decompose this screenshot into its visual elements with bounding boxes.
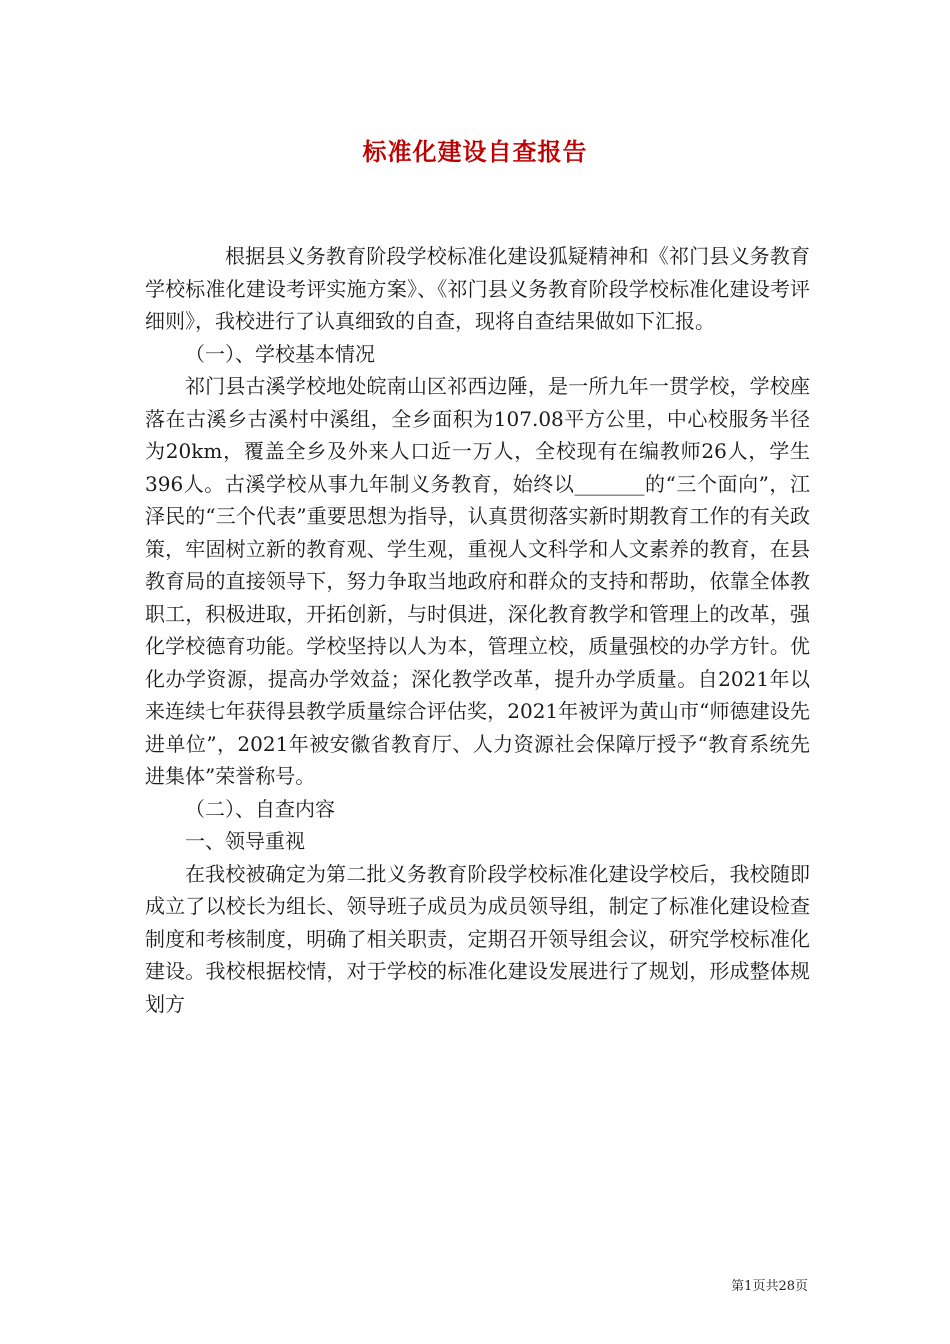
- intro-paragraph: 根据县义务教育阶段学校标准化建设狐疑精神和《祁门县义务教育学校标准化建设考评实施方案》、《祁门县义务教育阶段学校标准化建设考评细则》，我校进行了认真细致的自查，现将自查结果做如下汇报。: [145, 244, 810, 333]
- leadership-paragraph: 在我校被确定为第二批义务教育阶段学校标准化建设学校后，我校随即成立了以校长为组长、领导班子成员为成员领导组，制定了标准化建设检查制度和考核制度，明确了相关职责，定期召开领导组会议，研究学校标准化建设。我校根据校情，对于学校的标准化建设发展进行了规划，形成整体规划方: [145, 861, 810, 1016]
- basic-info-paragraph: 祁门县古溪学校地处皖南山区祁西边陲，是一所九年一贯学校，学校座落在古溪乡古溪村中溪组，全乡面积为107.08平方公里，中心校服务半径为20km，覆盖全乡及外来人口近一万人，全校现有在编教师26人，学生396人。古溪学校从事九年制义务教育，始终以_______的“三个面向”，江泽民的“三个代表”重要思想为指导，认真贯彻落实新时期教育工作的有关政策，牢固树立新的教育观、学生观，重视人文科学和人文素养的教育，在县教育局的直接领导下，努力争取当地政府和群众的支持和帮助，依靠全体教职工，积极进取，开拓创新，与时俱进，深化教育教学和管理上的改革，强化学校德育功能。学校坚持以人为本，管理立校，质量强校的办学方针。优化办学资源，提高办学效益；深化教学改革，提升办学质量。自2021年以来连续七年获得县教学质量综合评估奖，2021年被评为黄山市“师德建设先进单位”，2021年被安徽省教育厅、人力资源社会保障厅授予“教育系统先进集体”荣誉称号。: [145, 374, 810, 788]
- section-heading-self-check: （二）、自查内容: [185, 796, 335, 821]
- subsection-heading-leadership: 一、领导重视: [185, 829, 305, 853]
- document-body: [145, 240, 810, 1020]
- section-heading-basic-info: （一）、学校基本情况: [185, 341, 375, 366]
- document-title: 标准化建设自查报告: [362, 137, 588, 166]
- page-number: 第1页共28页: [731, 1279, 808, 1294]
